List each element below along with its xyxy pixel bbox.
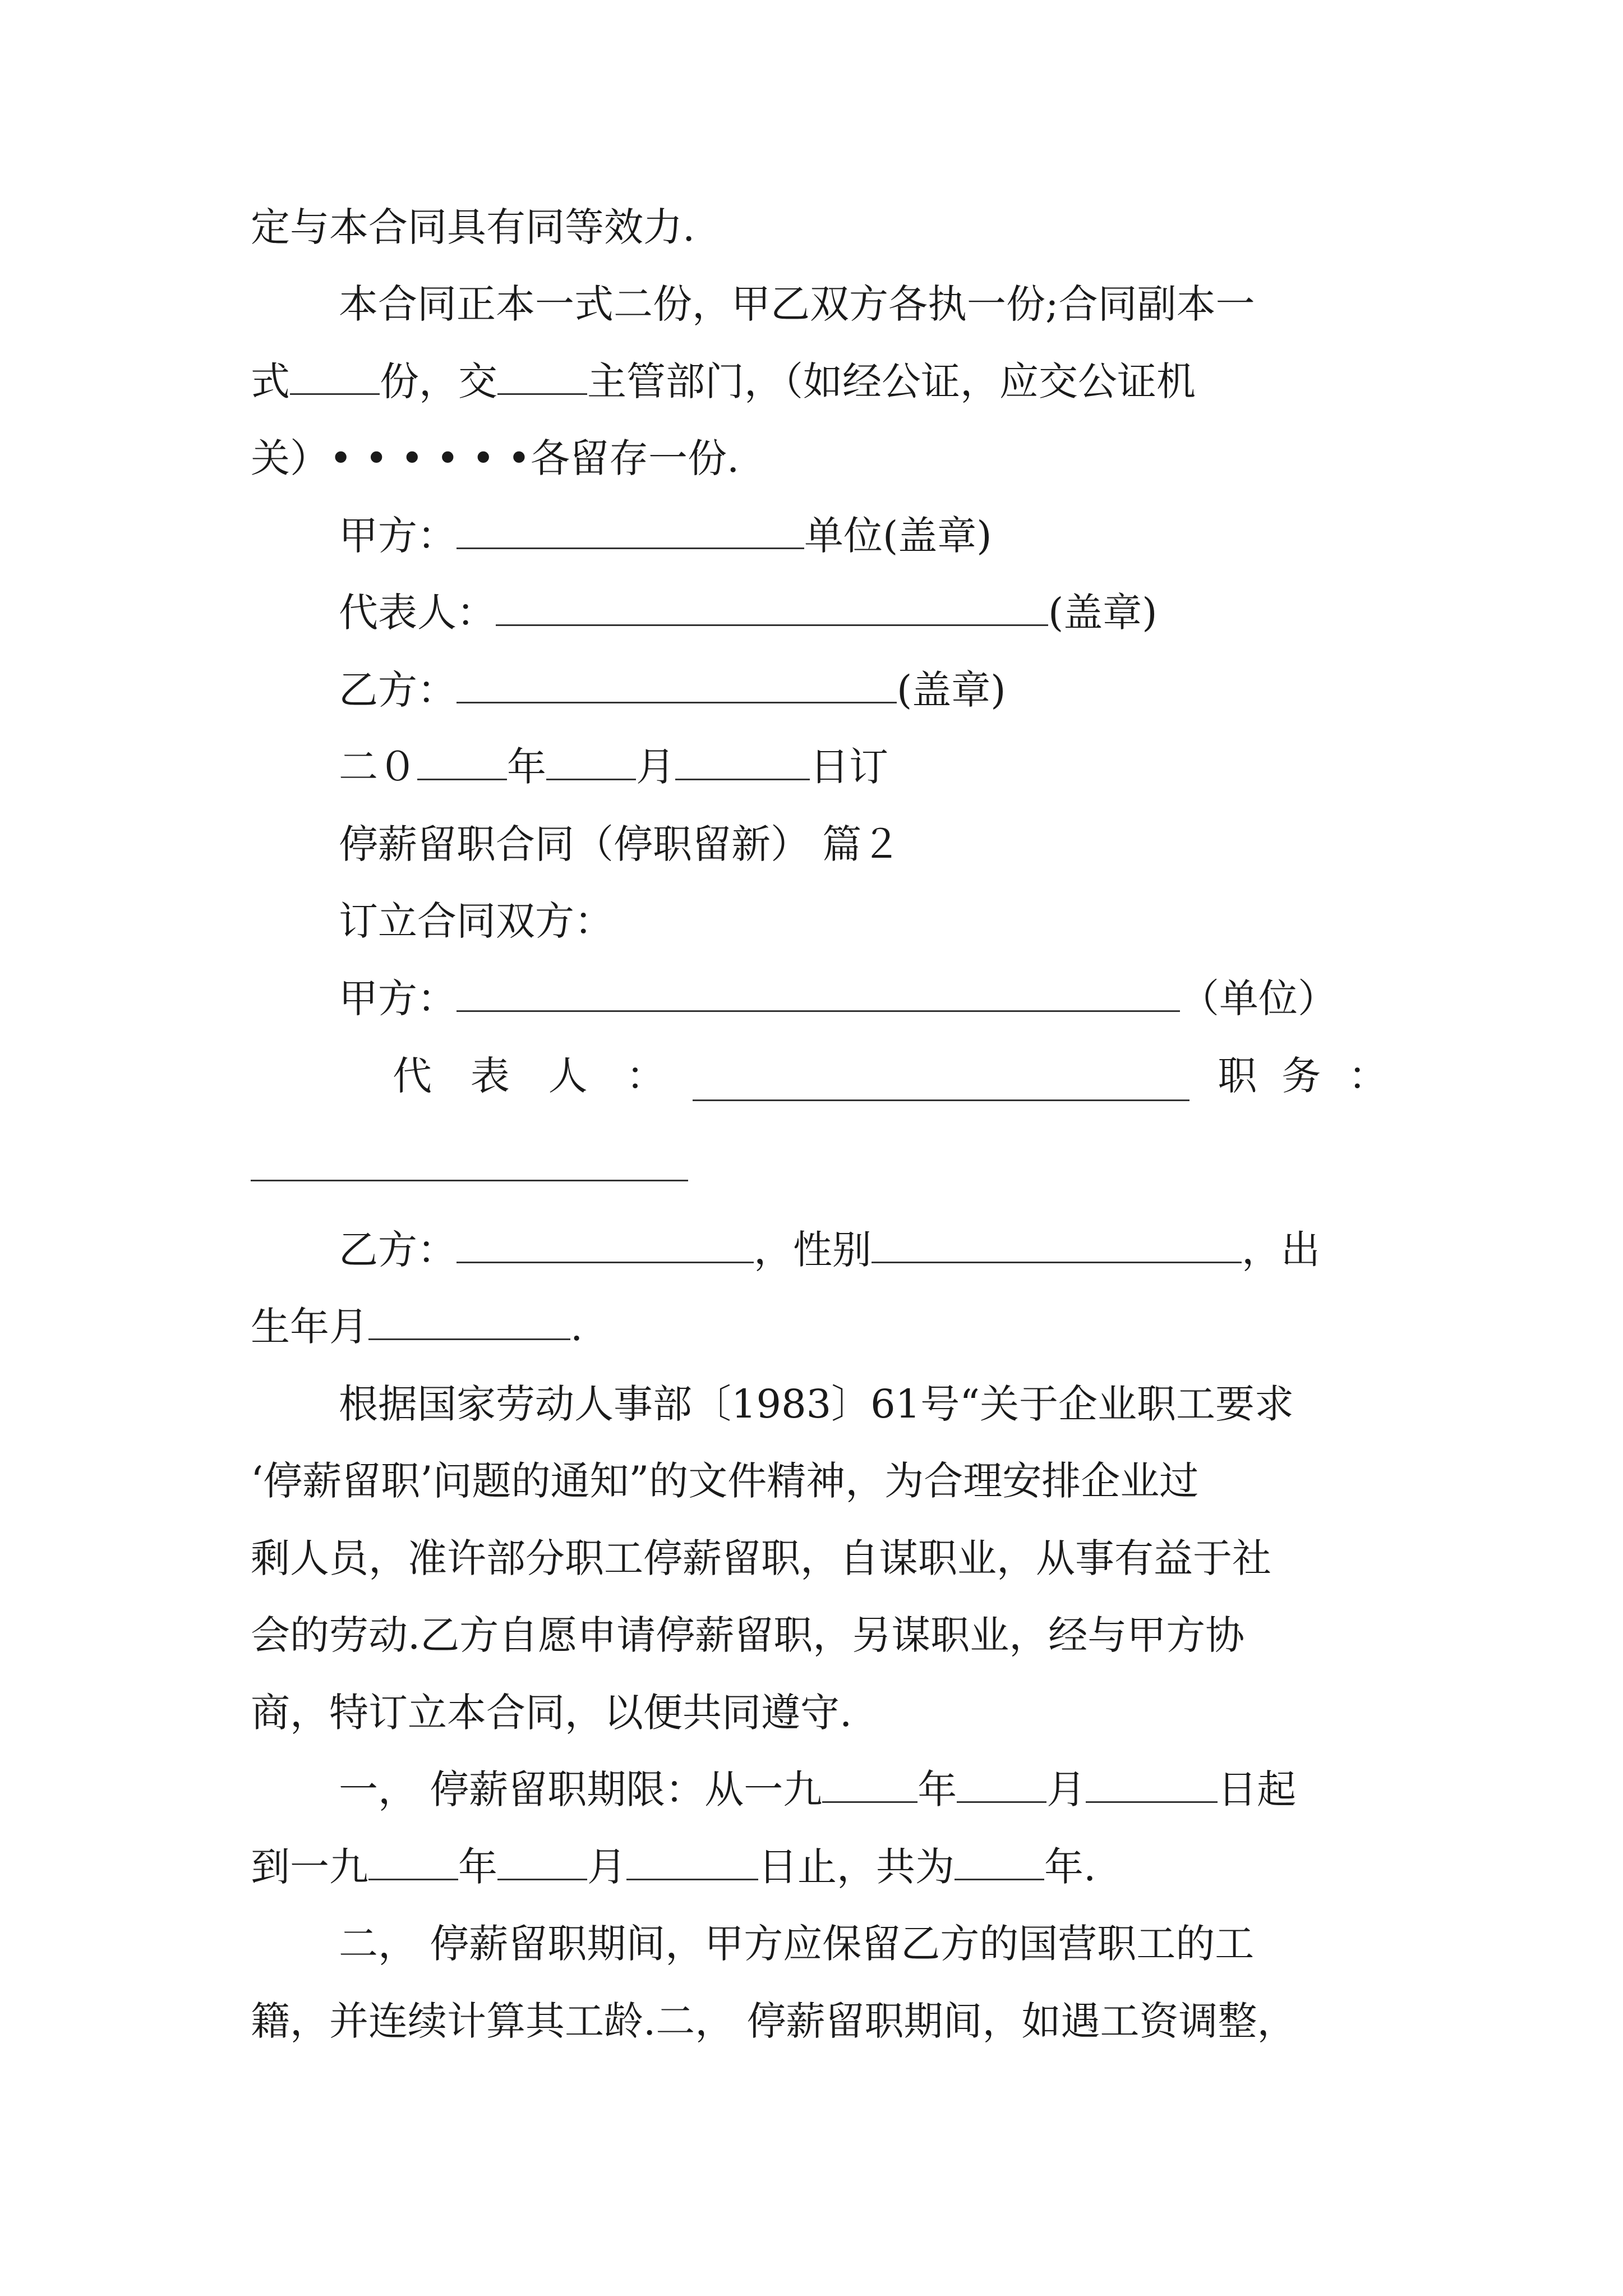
clause-1-continued	[251, 1842, 1096, 1892]
text-segment: ，出	[1242, 1227, 1320, 1273]
text-segment: .	[570, 1304, 583, 1350]
text-segment: 职	[1218, 1053, 1257, 1099]
fill-blank	[1086, 1766, 1218, 1803]
text-segment: 一， 停薪留职期限：从一九	[339, 1766, 823, 1812]
text-segment: 份，交	[380, 358, 497, 404]
text-segment: 月	[636, 744, 675, 790]
text-line: 订立合同双方：	[339, 898, 614, 944]
text-line	[251, 356, 1382, 407]
text-segment: 日起	[1218, 1766, 1297, 1812]
signature-representative	[339, 587, 1158, 638]
text-segment: ：	[626, 1053, 666, 1099]
label: 甲方：	[339, 976, 457, 1022]
text-segment: 年.	[1044, 1844, 1096, 1890]
clause-1	[339, 1764, 1382, 1815]
text-segment: 到一九	[251, 1844, 368, 1890]
fill-blank	[417, 744, 507, 780]
fill-blank	[872, 1227, 1242, 1263]
text-segment: 月	[1046, 1766, 1086, 1812]
paragraph-line	[339, 1379, 1382, 1429]
fill-blank	[497, 358, 587, 395]
paragraph-line: 商，特订立本合同，以便共同遵守.	[251, 1690, 852, 1736]
fill-blank	[457, 1227, 754, 1263]
fill-blank	[675, 744, 810, 780]
fill-blank	[626, 1844, 758, 1880]
text-segment: 籍，并连续计算其工龄.二， 停薪留职期间，如遇工资调整，	[251, 1998, 1297, 2044]
fill-blank	[693, 1065, 1189, 1101]
text-segment: 二０	[339, 744, 417, 790]
text-segment: 二， 停薪留职期间，甲方应保留乙方的国营职工的工	[339, 1921, 1255, 1967]
fill-blank	[457, 513, 804, 549]
text-line: 关）• • • • • •各留存一份.	[251, 435, 740, 481]
fill-blank	[457, 667, 897, 703]
text-line	[339, 279, 1382, 329]
text-segment: 代	[393, 1053, 432, 1099]
party-a-line	[339, 973, 1337, 1024]
text-segment: 务	[1281, 1053, 1321, 1099]
signing-date	[339, 742, 888, 792]
fill-blank	[496, 590, 1048, 626]
text-segment: 式	[251, 358, 290, 404]
paragraph-line	[251, 1533, 1382, 1584]
label: 甲方：	[339, 513, 457, 559]
text-segment: (盖章)	[1048, 590, 1158, 636]
text-segment: 表	[470, 1053, 510, 1099]
text-segment: 本合同正本一式二份，甲乙双方各执一份;合同副本一	[339, 281, 1255, 327]
label: 乙方：	[339, 667, 457, 713]
section-title: 停薪留职合同（停职留新） 篇２	[339, 821, 901, 867]
text-segment: 根据国家劳动人事部〔1983〕61号“关于企业职工要求	[339, 1381, 1294, 1427]
representative-line	[393, 1051, 1387, 1101]
text-segment: ：	[1348, 1053, 1387, 1099]
fill-blank	[368, 1304, 570, 1340]
text-segment: 人	[548, 1053, 588, 1099]
fill-blank	[497, 1844, 587, 1880]
text-segment: 日订	[810, 744, 888, 790]
text-segment: ，性别	[754, 1227, 872, 1273]
text-segment: 会的劳动.乙方自愿申请停薪留职，另谋职业，经与甲方协	[251, 1612, 1245, 1658]
label: 乙方：	[339, 1227, 457, 1273]
text-segment: (盖章)	[897, 667, 1006, 713]
text-segment: 年	[507, 744, 546, 790]
fill-blank	[546, 744, 636, 780]
text-line: 定与本合同具有同等效力.	[251, 204, 695, 250]
signature-party-a	[339, 510, 992, 561]
fill-blank	[822, 1766, 917, 1803]
text-segment: （单位）	[1180, 976, 1337, 1022]
fill-blank	[957, 1766, 1046, 1803]
fill-blank	[955, 1844, 1044, 1880]
text-segment: ‘停薪留职’问题的通知”的文件精神，为合理安排企业过	[251, 1458, 1199, 1504]
text-segment: 剩人员，准许部分职工停薪留职，自谋职业，从事有益于社	[251, 1535, 1271, 1581]
text-segment: 年	[917, 1766, 957, 1812]
paragraph-line	[251, 1610, 1382, 1660]
fill-blank	[251, 1180, 688, 1181]
label: 代表人：	[339, 590, 496, 636]
fill-blank	[457, 976, 1180, 1012]
clause-2	[339, 1918, 1382, 1969]
birth-line	[251, 1301, 583, 1352]
text-segment: 单位(盖章)	[804, 513, 992, 559]
text-segment: 日止，共为	[758, 1844, 955, 1890]
text-segment: 年	[458, 1844, 497, 1890]
fill-blank	[290, 358, 380, 395]
party-b-line	[339, 1225, 1382, 1275]
text-segment: 月	[587, 1844, 626, 1890]
clause-2-continued	[251, 1996, 1382, 2046]
text-segment: 生年月	[251, 1304, 368, 1350]
signature-party-b	[339, 665, 1006, 715]
paragraph-line	[251, 1456, 1382, 1506]
fill-blank	[368, 1844, 458, 1880]
text-segment: 主管部门，（如经公证，应交公证机	[587, 358, 1196, 404]
